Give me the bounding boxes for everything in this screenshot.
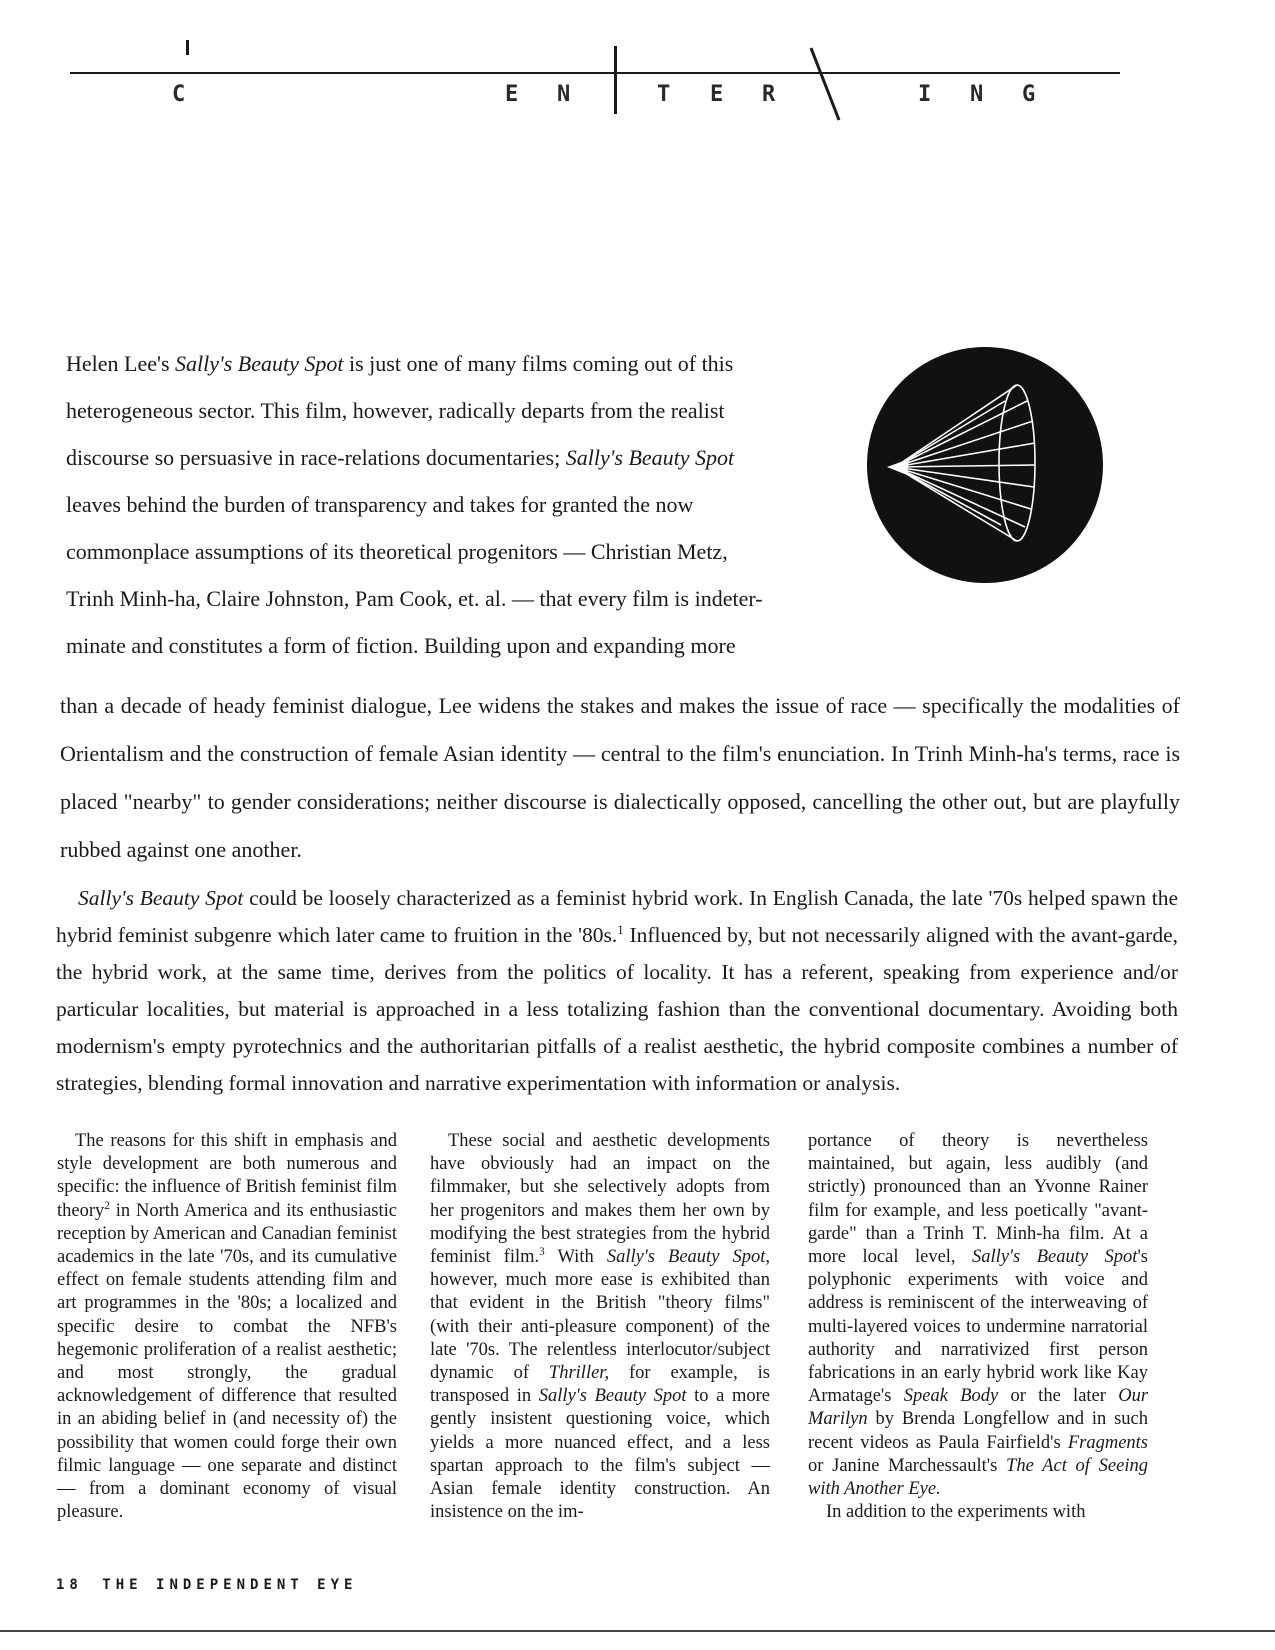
header-slash (805, 44, 845, 122)
cone-emblem (865, 345, 1105, 585)
lede-line: leaves behind the burden of transparency and takes for granted the now (66, 492, 694, 517)
bottom-rule (0, 1630, 1275, 1632)
lede-line: heterogeneous sector. This film, however, radically departs from the realist (66, 398, 725, 423)
column-2: These social and aesthetic developments have obviously had an impact on the filmmaker, but she selectively adopts from her progenitors and makes them her own by modifying the best strategies from the hybrid feminist film.$^3$ With Sally's Beauty Spot, however, much more ease is exhibited than that evident in the British "theory films" (with their anti-pleasure component) of the late '70s. The relentless interlocutor/subject dynamic of Thriller, for example, is transposed in Sally's Beauty Spot to a more gently insistent questioning voice, which yields a more nuanced effect, and a less spartan approach to the film's subject — Asian female identity construction. An insistence on the im- (430, 1131, 771, 1523)
lede-paragraph (66, 340, 836, 669)
footnote-ref: 1 (617, 922, 624, 937)
paragraph-2: Sally's Beauty Spot could be loosely characterized as a feminist hybrid work. In English Canada, the late '70s helped spawn the hybrid feminist subgenre which later came to fruition in the '80s.$^1$ Influenced by, but not necessarily aligned with the avant-garde, the hybrid work, at the same time, derives from the politics of locality. It has a referent, speaking from experience and/or particular localities, but material is approached in a less totalizing fashion than the conventional documentary. Avoiding both modernism's empty pyrotechnics and the authoritarian pitfalls of a realist aesthetic, the hybrid composite combines a number of strategies, blending formal innovation and narrative experimentation with information or analysis. (56, 886, 1179, 1095)
header-tick-left (186, 40, 189, 55)
header-letter-3: N (557, 82, 571, 107)
lede-line: Helen Lee's Sally's Beauty Spot is just one of many films coming out of this (66, 351, 734, 376)
paragraph-1-continued: than a decade of heady feminist dialogue, Lee widens the stakes and makes the issue of race — specifically the modalities of Orientalism and the construction of female Asian identity — central to the film's enunciation. In Trinh Minh-ha's terms, race is placed "nearby" to gender considerations; neither discourse is dialectically opposed, cancelling the other out, but are playfully rubbed against one another. (60, 693, 1180, 862)
footnote-ref: 3 (539, 1245, 545, 1258)
header-letter-4: T (657, 82, 671, 107)
header-letter-9: G (1022, 82, 1036, 107)
header-letter-7: I (918, 82, 932, 107)
header-tick-center (614, 46, 617, 114)
header-letter-5: E (710, 82, 724, 107)
column-1: The reasons for this shift in emphasis and style development are both numerous and specific: the influence of British feminist film theory$^2$ in North America and its enthusiastic reception by American and Canadian feminist academics in the late '70s, and its cumulative effect on female students attending film and art programmes in the '80s; a localized and specific desire to combat the NFB's hegemonic proliferation of a realist aesthetic; and most strongly, the gradual acknowledgement of difference that resulted in an abiding belief in (and necessity of) the possibility that women could forge their own filmic language — one separate and distinct — from a dominant economy of visual pleasure. (57, 1131, 397, 1523)
page-footer (56, 1577, 357, 1593)
footnote-ref: 2 (104, 1199, 110, 1212)
header-rule (70, 72, 1120, 74)
column-3: portance of theory is nevertheless maintained, but again, less audibly (and strictly) pronounced than an Yvonne Rainer film for example, and less poetically "avant-garde" than a Trinh T. Minh-ha film. At a more local level, Sally's Beauty Spot's polyphonic experiments with voice and address is reminiscent of the interweaving of multi-layered voices to undermine narratorial authority and narrativized first person fabrications in an early hybrid work like Kay Armatage's Speak Body or the later Our Marilyn by Brenda Longfellow and in such recent videos as Paula Fairfield's Fragments or Janine Marchessault's The Act of Seeing with Another Eye. In addition to the experiments with (808, 1131, 1149, 1523)
header-letter-8: N (970, 82, 984, 107)
header-letter-2: E (505, 82, 519, 107)
publication-name: THE INDEPENDENT EYE (102, 1577, 358, 1593)
lede-line: minate and constitutes a form of fiction. Building upon and expanding more (66, 633, 736, 658)
lede-line: Trinh Minh-ha, Claire Johnston, Pam Cook, et. al. — that every film is indeter- (66, 586, 763, 611)
header-letter-6: R (762, 82, 776, 107)
page-number: 18 (56, 1577, 83, 1593)
lede-line: discourse so persuasive in race-relations documentaries; Sally's Beauty Spot (66, 445, 735, 470)
header-letter-1: C (172, 82, 186, 107)
lede-line: commonplace assumptions of its theoretical progenitors — Christian Metz, (66, 539, 728, 564)
